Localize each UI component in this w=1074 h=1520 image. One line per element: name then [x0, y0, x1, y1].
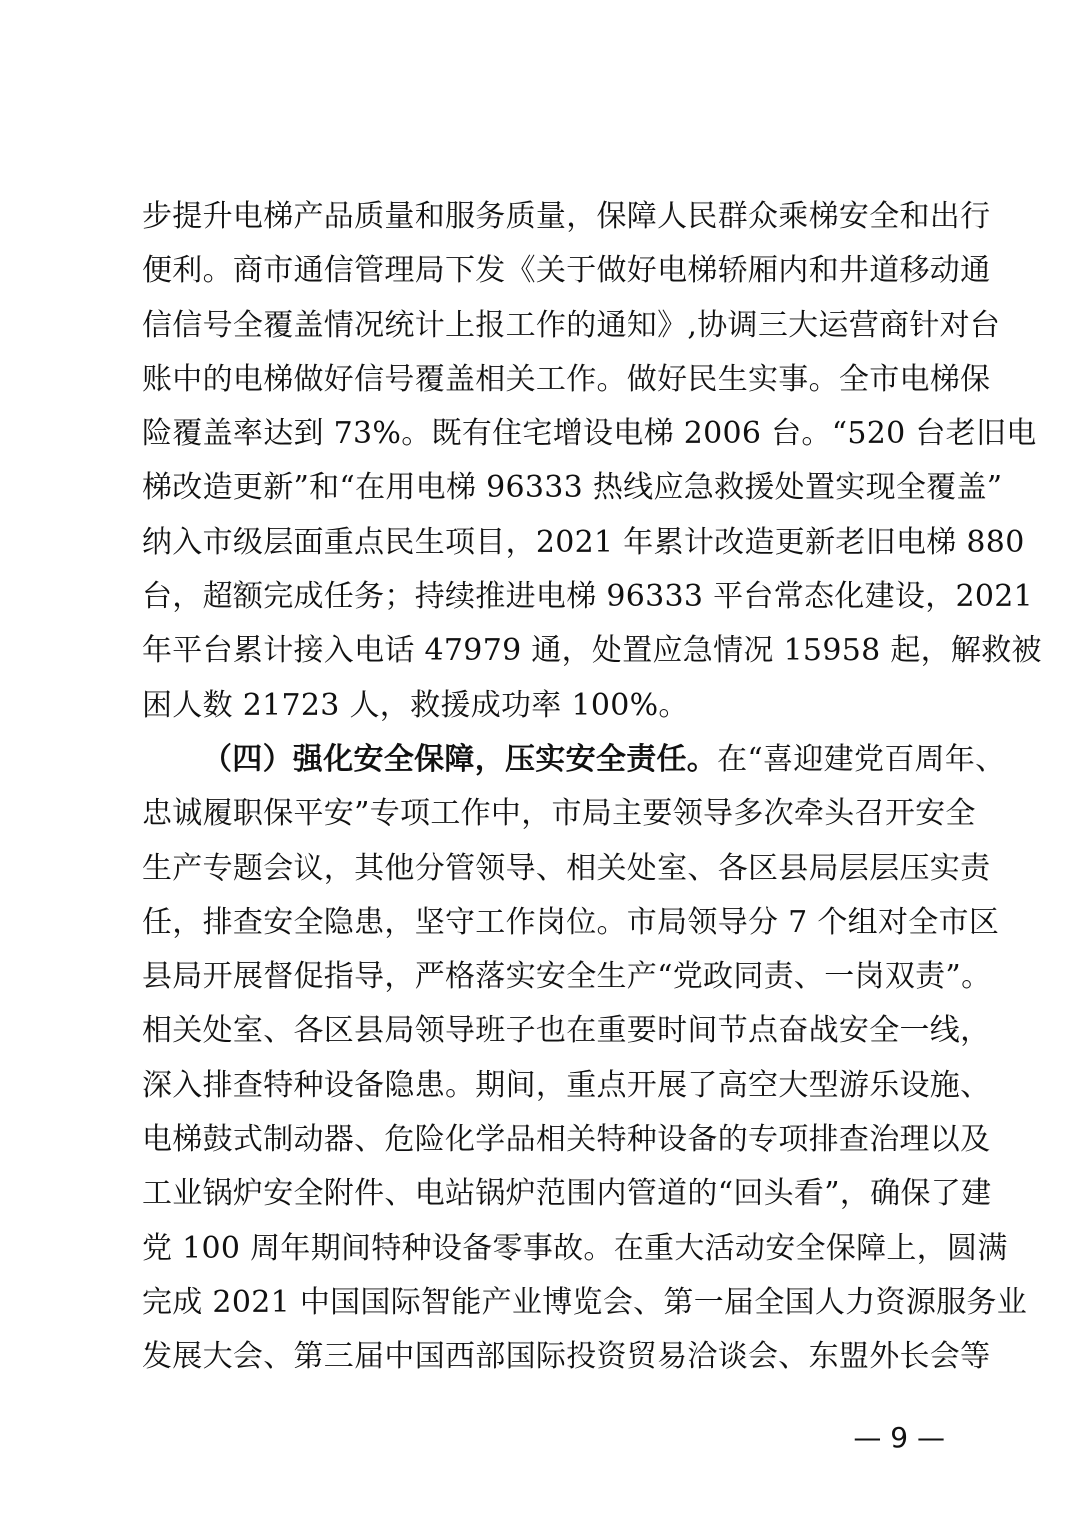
body-line: 工业锅炉安全附件、电站锅炉范围内管道的“回头看”，确保了建: [142, 1176, 992, 1212]
body-line: 县局开展督促指导，严格落实安全生产“党政同责、一岗双责”。: [142, 959, 992, 995]
body-line: 信信号全覆盖情况统计上报工作的通知》,协调三大运营商针对台: [142, 307, 1001, 343]
page-number: — 9 —: [853, 1421, 945, 1454]
body-line: 发展大会、第三届中国西部国际投资贸易洽谈会、东盟外长会等: [142, 1339, 991, 1375]
section-heading-line: [142, 733, 1006, 787]
body-line: 相关处室、各区县局领导班子也在重要时间节点奋战安全一线，: [142, 1013, 991, 1049]
body-line: 险覆盖率达到 73%。既有住宅增设电梯 2006 台。“520 台老旧电: [142, 416, 1037, 452]
body-line: 深入排查特种设备隐患。期间，重点开展了高空大型游乐设施、: [142, 1067, 991, 1103]
body-line: 生产专题会议，其他分管领导、相关处室、各区县局层层压实责: [142, 850, 991, 886]
body-line: 便利。商市通信管理局下发《关于做好电梯轿厢内和井道移动通: [142, 253, 991, 289]
body-line: 忠诚履职保平安”专项工作中，市局主要领导多次牵头召开安全: [142, 796, 976, 832]
body-line: 步提升电梯产品质量和服务质量，保障人民群众乘梯安全和出行: [142, 199, 991, 234]
section-heading-rest: 在“喜迎建党百周年、: [717, 741, 1006, 777]
section-heading: （四）强化安全保障，压实安全责任。: [202, 741, 718, 777]
body-line: 纳入市级层面重点民生项目，2021 年累计改造更新老旧电梯 880: [142, 524, 1025, 560]
body-line: 完成 2021 中国国际智能产业博览会、第一届全国人力资源服务业: [142, 1284, 1028, 1320]
body-line: 年平台累计接入电话 47979 通，处置应急情况 15958 起，解救被: [142, 633, 1042, 669]
body-line: 账中的电梯做好信号覆盖相关工作。做好民生实事。全市电梯保: [142, 361, 991, 397]
document-body: [142, 190, 1042, 1385]
body-line: 台，超额完成任务；持续推进电梯 96333 平台常态化建设，2021: [142, 579, 1034, 615]
body-line: 梯改造更新”和“在用电梯 96333 热线应急救援处置实现全覆盖”: [142, 470, 1003, 506]
body-line: 任，排查安全隐患，坚守工作岗位。市局领导分 7 个组对全市区: [142, 904, 1000, 940]
body-line: 党 100 周年期间特种设备零事故。在重大活动安全保障上，圆满: [142, 1230, 1008, 1266]
body-line: 困人数 21723 人，救援成功率 100%。: [142, 687, 689, 723]
body-line: 电梯鼓式制动器、危险化学品相关特种设备的专项排查治理以及: [142, 1122, 991, 1158]
